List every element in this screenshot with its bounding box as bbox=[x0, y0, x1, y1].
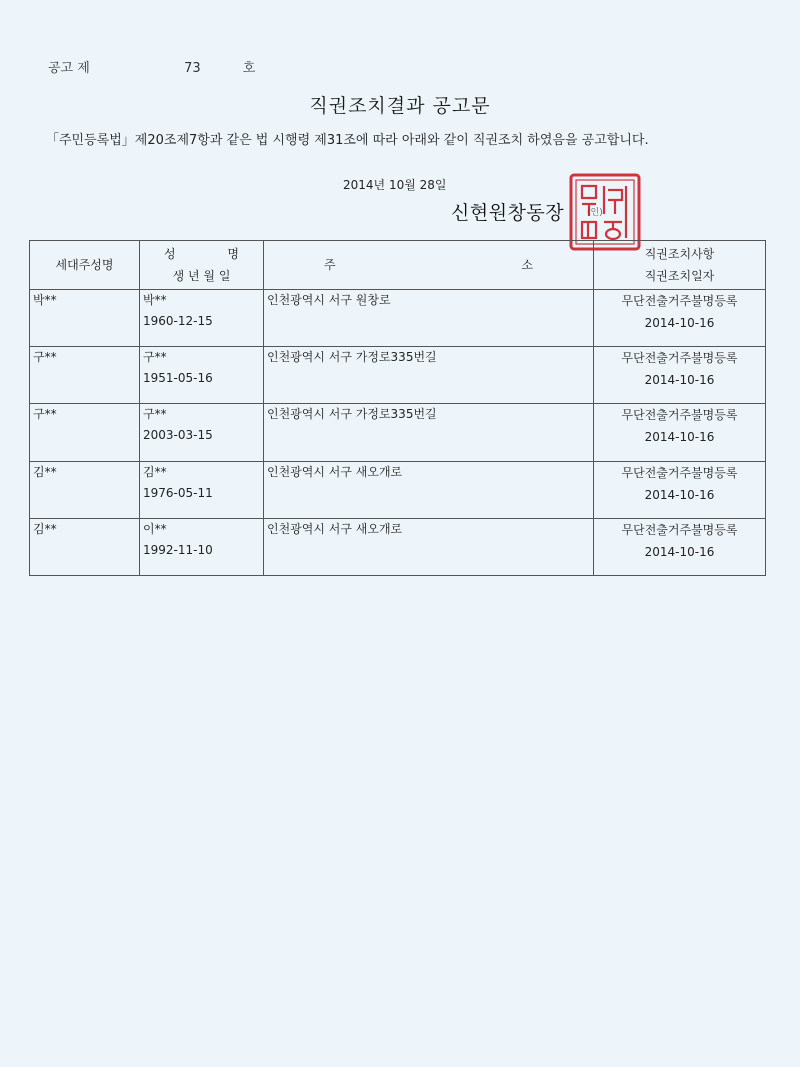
notice-number: 73 bbox=[184, 61, 201, 76]
cell-householder: 구** bbox=[30, 404, 140, 461]
issuer-seal-mark: (인) bbox=[587, 208, 603, 218]
cell-address: 인천광역시 서구 원창로 bbox=[264, 290, 594, 347]
header-address bbox=[264, 241, 594, 290]
cell-householder: 김** bbox=[30, 461, 140, 518]
notice-suffix: 호 bbox=[242, 61, 256, 76]
cell-action bbox=[594, 290, 766, 347]
cell-name: 김** bbox=[143, 464, 167, 479]
header-name-char-1: 성 bbox=[164, 247, 176, 261]
cell-action bbox=[594, 404, 766, 461]
table-row bbox=[30, 347, 766, 404]
cell-name: 박** bbox=[143, 293, 167, 307]
header-action bbox=[594, 241, 766, 290]
cell-action bbox=[594, 461, 766, 518]
cell-action-item: 무단전출거주불명등록 bbox=[621, 522, 738, 537]
table-row bbox=[30, 518, 766, 575]
table-row bbox=[30, 404, 766, 461]
header-householder: 세대주성명 bbox=[30, 241, 140, 290]
header-name-char-2: 명 bbox=[227, 247, 239, 261]
cell-name: 구** bbox=[143, 407, 167, 422]
header-action-item: 직권조치사항 bbox=[644, 247, 715, 261]
cell-name: 구** bbox=[143, 350, 167, 365]
cell-birth: 1992-11-10 bbox=[143, 542, 213, 557]
cell-name-birth bbox=[140, 518, 264, 575]
cell-action-date: 2014-10-16 bbox=[644, 430, 715, 445]
cell-action-item: 무단전출거주불명등록 bbox=[621, 465, 738, 480]
cell-action-item: 무단전출거주불명등록 bbox=[621, 351, 738, 366]
cell-action bbox=[594, 518, 766, 575]
notice-number-line bbox=[48, 57, 255, 76]
cell-address: 인천광역시 서구 새오개로 bbox=[264, 518, 594, 575]
roster-table bbox=[29, 240, 766, 576]
cell-name-birth bbox=[140, 404, 264, 461]
cell-householder: 김** bbox=[30, 518, 140, 575]
cell-action-date: 2014-10-16 bbox=[644, 373, 715, 388]
issuer-name: 신현원창동장 bbox=[451, 202, 565, 224]
cell-action-date: 2014-10-16 bbox=[644, 316, 715, 330]
header-address-char-2: 소 bbox=[521, 258, 533, 272]
cell-action bbox=[594, 347, 766, 404]
cell-action-item: 무단전출거주불명등록 bbox=[621, 408, 738, 423]
cell-name-birth bbox=[140, 347, 264, 404]
cell-action-date: 2014-10-16 bbox=[644, 544, 715, 559]
cell-birth: 1951-05-16 bbox=[143, 371, 213, 386]
notice-date: 2014년 10월 28일 bbox=[343, 178, 447, 192]
cell-householder: 박** bbox=[30, 290, 140, 347]
header-address-char-1: 주 bbox=[324, 258, 336, 272]
cell-action-date: 2014-10-16 bbox=[644, 487, 715, 502]
notice-prefix: 공고 제 bbox=[48, 61, 90, 76]
cell-birth: 1960-12-15 bbox=[143, 314, 213, 328]
header-action-date: 직권조치일자 bbox=[644, 269, 715, 283]
cell-householder: 구** bbox=[30, 347, 140, 404]
header-name-birth bbox=[140, 241, 264, 290]
cell-address: 인천광역시 서구 가정로335번길 bbox=[264, 347, 594, 404]
table-row bbox=[30, 290, 766, 347]
cell-birth: 1976-05-11 bbox=[143, 485, 213, 500]
cell-address: 인천광역시 서구 가정로335번길 bbox=[264, 404, 594, 461]
header-birth: 생 년 월 일 bbox=[172, 269, 231, 283]
notice-body-text: 「주민등록법」제20조제7항과 같은 법 시행령 제31조에 따라 아래와 같이 직권조치 하였음을 공고합니다. bbox=[46, 133, 649, 148]
table-header-row bbox=[30, 241, 766, 290]
cell-action-item: 무단전출거주불명등록 bbox=[621, 294, 738, 308]
cell-name: 이** bbox=[143, 521, 167, 536]
cell-name-birth bbox=[140, 461, 264, 518]
cell-name-birth bbox=[140, 290, 264, 347]
cell-birth: 2003-03-15 bbox=[143, 428, 213, 443]
document-title: 직권조치결과 공고문 bbox=[309, 95, 491, 117]
table-row bbox=[30, 461, 766, 518]
cell-address: 인천광역시 서구 새오개로 bbox=[264, 461, 594, 518]
